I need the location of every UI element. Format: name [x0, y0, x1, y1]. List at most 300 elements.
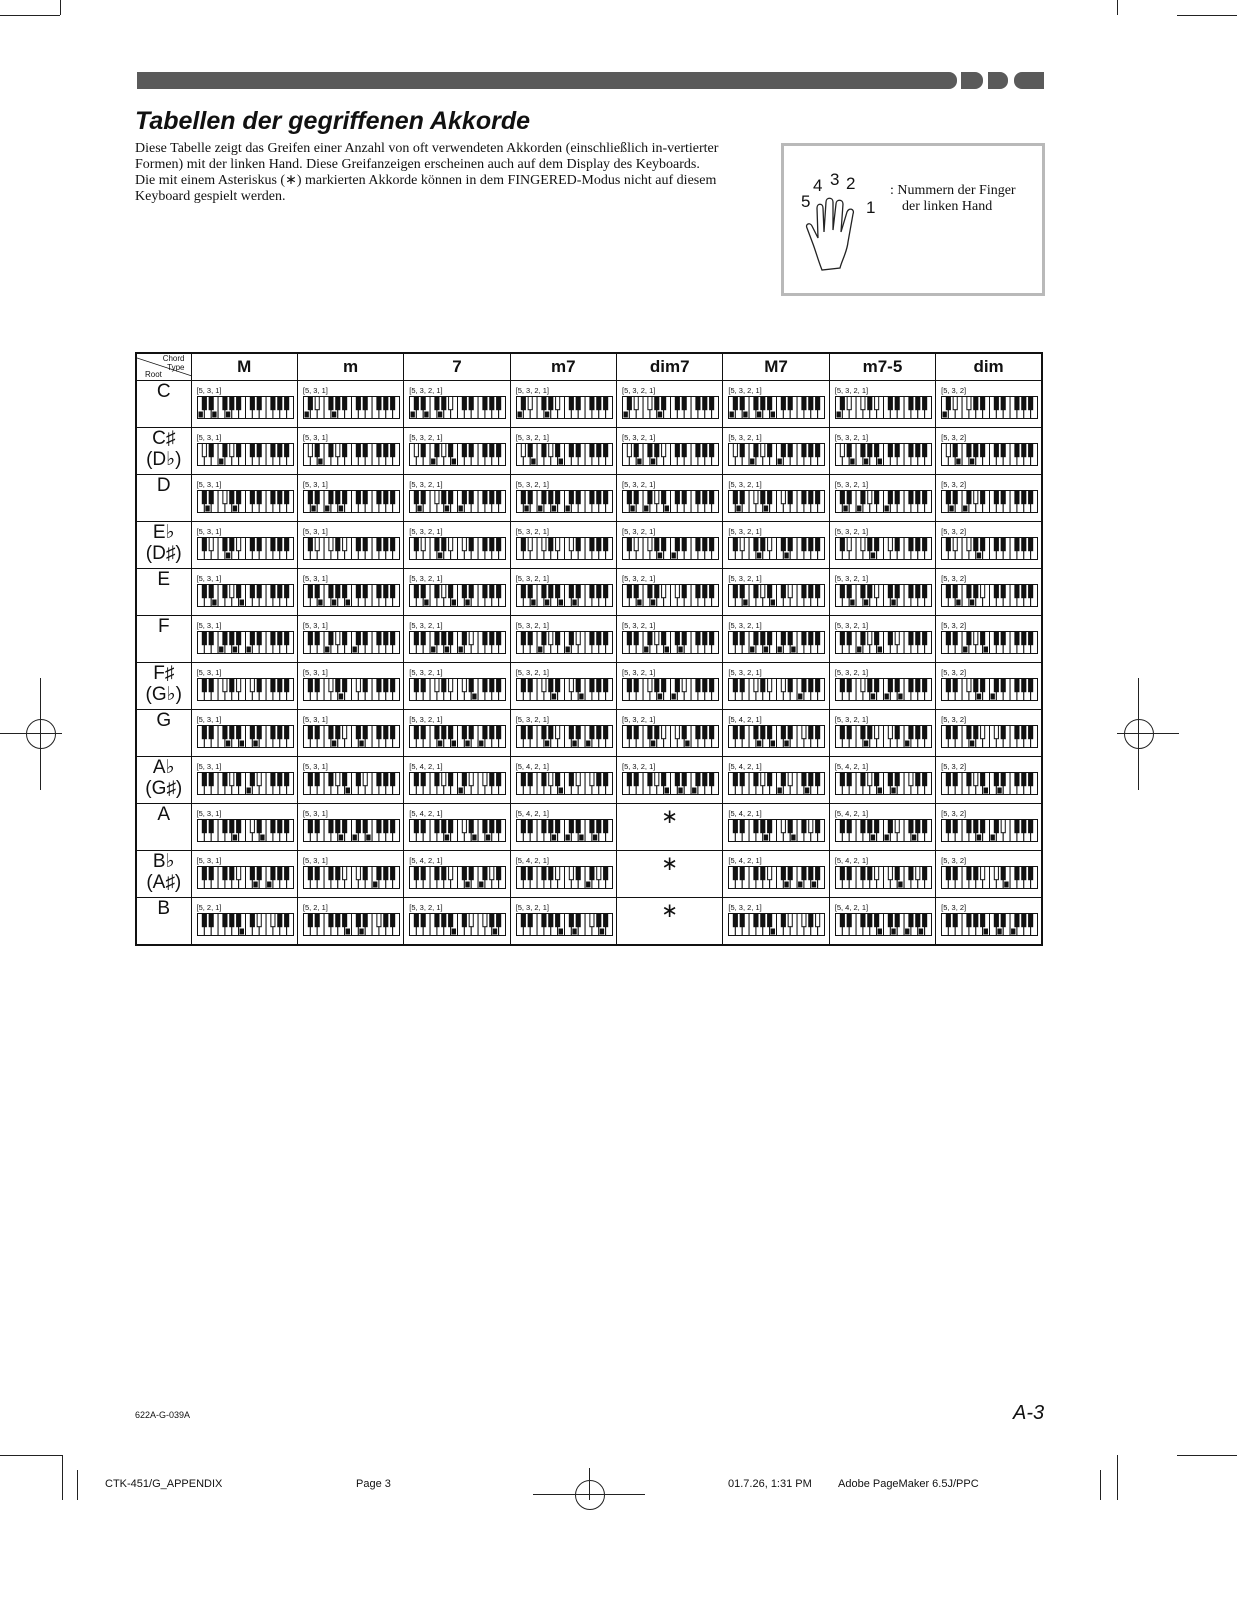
black-key: [469, 679, 473, 692]
black-key: [768, 726, 772, 739]
chord-type-header: m7: [510, 353, 616, 381]
black-key: [754, 773, 758, 786]
black-key: [909, 820, 913, 833]
black-key: [768, 585, 772, 598]
black-key: [634, 585, 638, 598]
pressed-key-marker: [586, 882, 590, 888]
black-key: [696, 679, 700, 692]
keyboard-diagram: [409, 866, 506, 889]
black-key: [840, 679, 844, 692]
corner-label-chord: Chord: [162, 354, 185, 363]
pressed-key-marker: [850, 600, 854, 606]
black-key: [497, 585, 501, 598]
black-key: [761, 679, 765, 692]
fingering-label: [5, 2, 1]: [196, 903, 222, 912]
chord-cell: [829, 381, 935, 428]
black-key: [469, 726, 473, 739]
black-key: [336, 726, 340, 739]
black-key: [390, 867, 394, 880]
black-key: [703, 397, 707, 410]
pressed-key-marker: [864, 459, 868, 465]
black-key: [895, 914, 899, 927]
pressed-black-key: [768, 538, 772, 551]
black-key: [497, 914, 501, 927]
chord-cell: [191, 428, 297, 475]
keyboard-diagram: [197, 443, 294, 466]
black-key: [847, 679, 851, 692]
black-key: [915, 444, 919, 457]
black-key: [202, 820, 206, 833]
keyboard-diagram: [409, 772, 506, 795]
keyboard-diagram: [835, 490, 932, 513]
black-key: [589, 444, 593, 457]
black-key: [270, 491, 274, 504]
pressed-key-marker: [757, 741, 761, 747]
black-key: [895, 444, 899, 457]
hand-note: [890, 183, 1016, 215]
pressed-key-marker: [963, 647, 967, 653]
pressed-black-key: [981, 726, 985, 739]
finger-number: 1: [866, 198, 876, 217]
black-key: [308, 773, 312, 786]
pressed-key-marker: [366, 835, 370, 841]
fingering-label: [5, 3, 1]: [302, 574, 328, 583]
keyboard-diagram: [303, 631, 400, 654]
black-key: [596, 397, 600, 410]
black-key: [483, 444, 487, 457]
black-key: [363, 632, 367, 645]
black-key: [861, 867, 865, 880]
black-key: [528, 867, 532, 880]
black-key: [596, 491, 600, 504]
pressed-key-marker: [558, 600, 562, 606]
black-key: [390, 820, 394, 833]
pressed-black-key: [435, 491, 439, 504]
black-key: [541, 914, 545, 927]
black-key: [270, 585, 274, 598]
black-key: [703, 491, 707, 504]
pressed-key-marker: [977, 553, 981, 559]
pressed-black-key: [809, 820, 813, 833]
black-key: [250, 726, 254, 739]
pressed-black-key: [329, 679, 333, 692]
keyboard-diagram: [941, 772, 1038, 795]
black-key: [888, 820, 892, 833]
pressed-black-key: [528, 397, 532, 410]
black-key: [603, 632, 607, 645]
black-key: [236, 585, 240, 598]
black-key: [548, 914, 552, 927]
black-key: [270, 820, 274, 833]
black-key: [421, 679, 425, 692]
chord-cell: [617, 569, 723, 616]
keyboard-diagram: [941, 866, 1038, 889]
black-key: [703, 726, 707, 739]
table-row: [136, 757, 1042, 804]
table-row: [136, 381, 1042, 428]
black-key: [741, 914, 745, 927]
black-key: [390, 773, 394, 786]
black-key: [909, 914, 913, 927]
black-key: [710, 444, 714, 457]
pressed-black-key: [802, 726, 806, 739]
keyboard-diagram: [516, 584, 613, 607]
black-key: [497, 491, 501, 504]
keyboard-diagram: [197, 584, 294, 607]
black-key: [840, 773, 844, 786]
black-key: [284, 538, 288, 551]
black-key: [682, 773, 686, 786]
black-key: [888, 914, 892, 927]
black-key: [541, 632, 545, 645]
black-key: [576, 585, 580, 598]
pressed-key-marker: [630, 506, 634, 512]
pressed-black-key: [589, 914, 593, 927]
black-key: [627, 397, 631, 410]
application-name: Adobe PageMaker 6.5J/PPC: [838, 1478, 979, 1490]
black-key: [342, 397, 346, 410]
black-key: [209, 867, 213, 880]
black-key: [384, 679, 388, 692]
keyboard-diagram: [622, 584, 719, 607]
pressed-key-marker: [857, 647, 861, 653]
black-key: [555, 820, 559, 833]
black-key: [809, 444, 813, 457]
black-key: [569, 632, 573, 645]
keyboard-diagram: [941, 584, 1038, 607]
fingering-label: [5, 3, 2]: [941, 715, 967, 724]
pressed-key-marker: [757, 553, 761, 559]
black-key: [521, 397, 525, 410]
black-key: [463, 867, 467, 880]
chord-cell: [617, 616, 723, 663]
black-key: [974, 397, 978, 410]
black-key: [336, 867, 340, 880]
pressed-black-key: [209, 538, 213, 551]
fingering-label: [5, 3, 1]: [302, 856, 328, 865]
pressed-black-key: [974, 491, 978, 504]
black-key: [840, 538, 844, 551]
black-key: [421, 491, 425, 504]
black-key: [202, 632, 206, 645]
black-key: [469, 820, 473, 833]
doc-code: 622A-G-039A: [135, 1410, 191, 1420]
root-note: F: [157, 616, 170, 637]
black-key: [277, 585, 281, 598]
pressed-black-key: [589, 773, 593, 786]
keyboard-diagram: [941, 725, 1038, 748]
black-key: [840, 726, 844, 739]
black-key: [847, 914, 851, 927]
chord-cell: [617, 710, 723, 757]
pressed-black-key: [596, 867, 600, 880]
pressed-black-key: [741, 538, 745, 551]
black-key: [342, 820, 346, 833]
pressed-key-marker: [579, 835, 583, 841]
keyboard-diagram: [197, 631, 294, 654]
black-key: [377, 632, 381, 645]
black-key: [867, 867, 871, 880]
black-key: [754, 867, 758, 880]
chord-type-header: dim7: [617, 353, 723, 381]
hand-note-line: : Nummern der Finger: [890, 183, 1016, 198]
pressed-key-marker: [864, 741, 868, 747]
black-key: [953, 585, 957, 598]
black-key: [377, 585, 381, 598]
black-key: [696, 397, 700, 410]
pressed-key-marker: [1004, 882, 1008, 888]
chord-cell: [297, 663, 403, 710]
black-key: [250, 444, 254, 457]
fingering-label: [5, 3, 2]: [941, 574, 967, 583]
fingering-label: [5, 3, 2, 1]: [515, 715, 549, 724]
black-key: [627, 632, 631, 645]
black-key: [696, 444, 700, 457]
black-key: [888, 397, 892, 410]
black-key: [497, 820, 501, 833]
black-key: [946, 726, 950, 739]
black-key: [490, 538, 494, 551]
pressed-key-marker: [672, 694, 676, 700]
page-indicator: Page 3: [356, 1478, 391, 1490]
black-key: [576, 444, 580, 457]
chord-cell: [617, 522, 723, 569]
black-key: [589, 491, 593, 504]
black-key: [377, 726, 381, 739]
pressed-key-marker: [565, 647, 569, 653]
fingering-label: [5, 3, 2, 1]: [515, 480, 549, 489]
black-key: [277, 538, 281, 551]
pressed-key-marker: [665, 647, 669, 653]
fingering-label: [5, 3, 2, 1]: [728, 903, 762, 912]
root-note-cell: [136, 757, 191, 804]
black-key: [895, 585, 899, 598]
black-key: [915, 632, 919, 645]
black-key: [490, 914, 494, 927]
black-key: [974, 538, 978, 551]
black-key: [277, 491, 281, 504]
chord-cell: [617, 475, 723, 522]
keyboard-diagram: [622, 725, 719, 748]
chord-cell: [829, 804, 935, 851]
keyboard-diagram: [622, 490, 719, 513]
pressed-black-key: [627, 444, 631, 457]
black-key: [356, 820, 360, 833]
chord-cell: [404, 804, 510, 851]
black-key: [521, 820, 525, 833]
pressed-key-marker: [472, 835, 476, 841]
black-key: [754, 820, 758, 833]
black-key: [222, 773, 226, 786]
black-key: [277, 773, 281, 786]
black-key: [521, 585, 525, 598]
black-key: [682, 585, 686, 598]
black-key: [768, 632, 772, 645]
black-key: [356, 914, 360, 927]
black-key: [363, 726, 367, 739]
black-key: [329, 585, 333, 598]
black-key: [548, 538, 552, 551]
black-key: [548, 679, 552, 692]
hand-legend-box: [781, 143, 1045, 296]
black-key: [895, 773, 899, 786]
black-key: [703, 773, 707, 786]
fingering-label: [5, 3, 2, 1]: [728, 668, 762, 677]
black-key: [922, 491, 926, 504]
pressed-key-marker: [339, 694, 343, 700]
pressed-key-marker: [658, 553, 662, 559]
pressed-black-key: [974, 632, 978, 645]
keyboard-diagram: [516, 819, 613, 842]
fingering-label: [5, 3, 1]: [196, 433, 222, 442]
black-key: [384, 867, 388, 880]
pressed-black-key: [315, 397, 319, 410]
black-key: [469, 867, 473, 880]
black-key: [847, 867, 851, 880]
header-band-segment: [1014, 72, 1044, 89]
black-key: [342, 679, 346, 692]
black-key: [469, 397, 473, 410]
black-key: [789, 491, 793, 504]
pressed-black-key: [528, 538, 532, 551]
table-row: [136, 475, 1042, 522]
fingering-label: [5, 3, 2]: [941, 527, 967, 536]
table-row: [136, 804, 1042, 851]
pressed-key-marker: [239, 929, 243, 935]
black-key: [257, 538, 261, 551]
black-key: [202, 397, 206, 410]
black-key: [528, 632, 532, 645]
pressed-key-marker: [531, 600, 535, 606]
black-key: [363, 867, 367, 880]
black-key: [342, 444, 346, 457]
root-note: E: [157, 569, 171, 590]
black-key: [277, 397, 281, 410]
black-key: [548, 397, 552, 410]
pressed-black-key: [336, 444, 340, 457]
pressed-black-key: [257, 773, 261, 786]
black-key: [802, 491, 806, 504]
black-key: [1022, 491, 1026, 504]
black-key: [861, 773, 865, 786]
black-key: [250, 867, 254, 880]
chord-cell: [617, 381, 723, 428]
fingering-label: [5, 3, 2, 1]: [409, 668, 443, 677]
black-key: [953, 679, 957, 692]
fingering-label: [5, 3, 2, 1]: [834, 433, 869, 442]
pressed-black-key: [202, 444, 206, 457]
keyboard-diagram: [197, 490, 294, 513]
black-key: [415, 397, 419, 410]
black-key: [555, 679, 559, 692]
table-row: [136, 569, 1042, 616]
keyboard-diagram: [516, 866, 613, 889]
black-key: [284, 820, 288, 833]
pressed-key-marker: [239, 600, 243, 606]
chord-cell: [723, 616, 829, 663]
black-key: [421, 444, 425, 457]
pressed-key-marker: [524, 506, 528, 512]
pressed-key-marker: [877, 788, 881, 794]
finger-number: 4: [813, 176, 823, 195]
black-key: [421, 820, 425, 833]
pressed-key-marker: [963, 506, 967, 512]
black-key: [874, 820, 878, 833]
black-key: [789, 444, 793, 457]
chord-cell: [404, 381, 510, 428]
pressed-black-key: [555, 538, 559, 551]
black-key: [209, 914, 213, 927]
chord-cell: [510, 428, 616, 475]
finger-number: 5: [801, 192, 811, 211]
black-key: [1015, 820, 1019, 833]
black-key: [442, 914, 446, 927]
black-key: [209, 632, 213, 645]
fingering-label: [5, 3, 1]: [196, 856, 222, 865]
pressed-black-key: [449, 679, 453, 692]
black-key: [861, 444, 865, 457]
pressed-black-key: [761, 585, 765, 598]
black-key: [703, 444, 707, 457]
black-key: [741, 632, 745, 645]
fingering-label: [5, 3, 1]: [302, 386, 328, 395]
black-key: [1022, 820, 1026, 833]
black-key: [655, 679, 659, 692]
pressed-key-marker: [472, 694, 476, 700]
black-key: [596, 773, 600, 786]
left-hand-icon: [804, 194, 876, 274]
black-key: [741, 585, 745, 598]
black-key: [1022, 585, 1026, 598]
pressed-black-key: [754, 679, 758, 692]
black-key: [490, 444, 494, 457]
fingering-label: [5, 3, 2, 1]: [622, 480, 656, 489]
pressed-key-marker: [346, 788, 350, 794]
root-note-cell: [136, 663, 191, 710]
pressed-key-marker: [977, 694, 981, 700]
black-key: [257, 444, 261, 457]
keyboard-diagram: [728, 584, 825, 607]
pressed-key-marker: [884, 835, 888, 841]
hand-note-line: der linken Hand: [902, 199, 993, 214]
black-key: [922, 773, 926, 786]
pressed-key-marker: [565, 835, 569, 841]
black-key: [761, 538, 765, 551]
black-key: [741, 679, 745, 692]
black-key: [1001, 538, 1005, 551]
black-key: [384, 914, 388, 927]
black-key: [569, 914, 573, 927]
black-key: [1022, 538, 1026, 551]
pressed-key-marker: [545, 412, 549, 418]
black-key: [682, 726, 686, 739]
pressed-black-key: [236, 538, 240, 551]
pressed-key-marker: [685, 741, 689, 747]
black-key: [741, 726, 745, 739]
keyboard-diagram: [516, 490, 613, 513]
black-key: [497, 538, 501, 551]
root-note-cell: [136, 898, 191, 946]
black-key: [888, 444, 892, 457]
pressed-black-key: [915, 867, 919, 880]
black-key: [435, 726, 439, 739]
black-key: [596, 679, 600, 692]
black-key: [415, 726, 419, 739]
black-key: [390, 444, 394, 457]
pressed-black-key: [229, 444, 233, 457]
fingering-label: [5, 3, 2, 1]: [728, 574, 762, 583]
black-key: [229, 820, 233, 833]
